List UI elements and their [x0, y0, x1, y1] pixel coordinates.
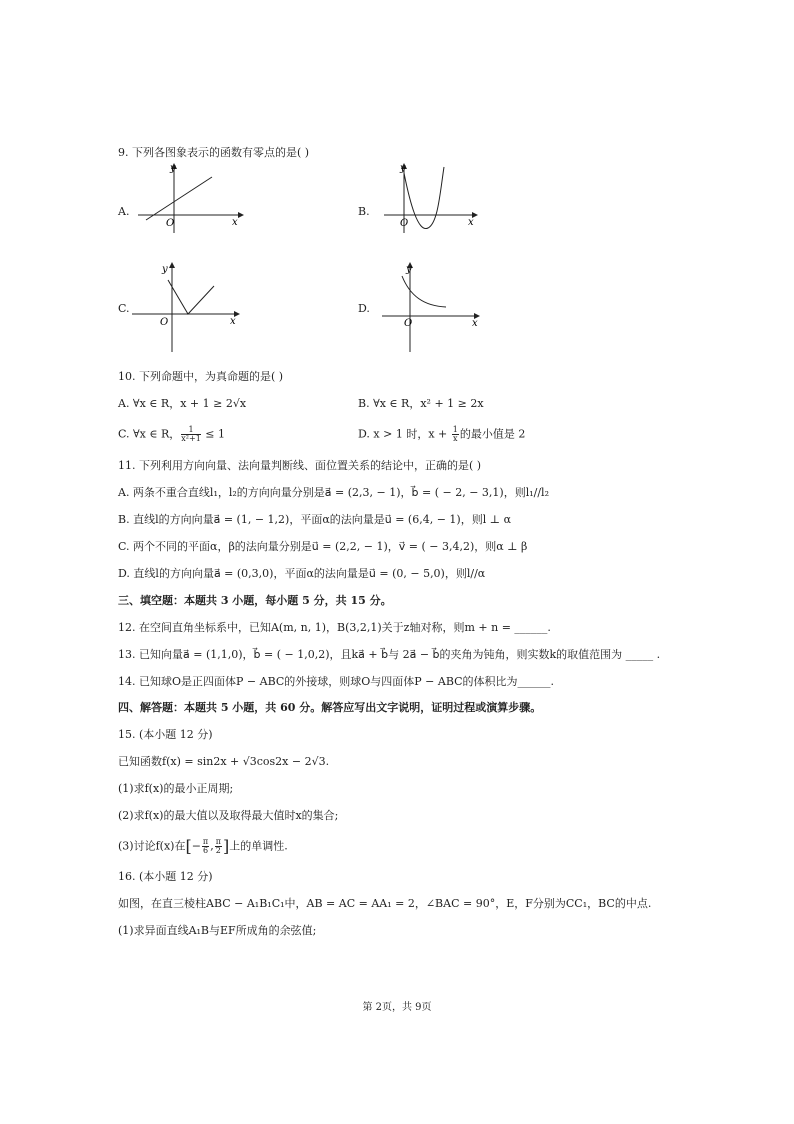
q14: 14. 已知球O是正四面体P − ABC的外接球，则球O与四面体P − ABC的体积比为______.	[118, 675, 555, 688]
q15-part-3: (3)讨论f(x)在[− $\frac{\pi}{6}$ , $\frac{\pi}{2}$ ]上的单调性.	[118, 836, 288, 856]
q9-option-c-label: C.	[118, 302, 130, 315]
q10-option-d	[358, 426, 525, 443]
q9-option-d-label: D.	[358, 302, 370, 315]
q9-stem: 9. 下列各图象表示的函数有零点的是( )	[118, 146, 310, 159]
q9-a-y-label: y	[170, 163, 176, 174]
q9-graph-d	[380, 262, 485, 354]
q9-b-y-label: y	[400, 163, 406, 174]
q9-a-x-label: x	[232, 217, 238, 228]
q9-graph-b	[380, 163, 480, 235]
q11-stem: 11. 下列利用方向向量、法向量判断线、面位置关系的结论中，正确的是( )	[118, 459, 482, 472]
q11-option-b: B. 直线l的方向向量a⃗ = (1, − 1,2)，平面α的法向量是u⃗ = (6,4, − 1)，则l ⊥ α	[118, 513, 512, 526]
q10-stem: 10. 下列命题中，为真命题的是( )	[118, 370, 284, 383]
q10-option-a: A. ∀x ∈ R，x + 1 ≥ 2√x	[118, 397, 247, 410]
q9-graph-c	[130, 262, 245, 354]
q11-option-d: D. 直线l的方向向量a⃗ = (0,3,0)，平面α的法向量是u⃗ = (0, − 5,0)，则l//α	[118, 567, 486, 580]
q9-d-y-label: y	[406, 264, 412, 275]
q9-option-b-label: B.	[358, 205, 370, 218]
section-3-heading: 三、填空题：本题共 3 小题，每小题 5 分，共 15 分。	[118, 594, 392, 607]
q9-d-origin-label: O	[404, 318, 413, 329]
q9-c-y-label: y	[162, 264, 168, 275]
q16-part-1: (1)求异面直线A₁B与EF所成角的余弦值;	[118, 924, 317, 937]
q10-d-suffix: 的最小值是 2	[459, 427, 526, 441]
q10-d-fraction: $\frac{1}{x}$	[452, 425, 458, 443]
q9-b-x-label: x	[468, 217, 474, 228]
q10-c-suffix: ≤ 1	[201, 427, 226, 441]
q10-c-fraction: $\frac{1}{\text{x²+1}}$	[181, 425, 201, 443]
page-footer: 第 2页，共 9页	[362, 1002, 432, 1013]
section-4-heading: 四、解答题：本题共 5 小题，共 60 分。解答应写出文字说明，证明过程或演算步骤。	[118, 701, 542, 714]
q15-part-1: (1)求f(x)的最小正周期;	[118, 782, 234, 795]
q15-given: 已知函数f(x) = sin2x + √3cos2x − 2√3.	[118, 755, 330, 768]
q10-d-prefix: D. x > 1 时，x +	[358, 427, 451, 441]
q15-part-2: (2)求f(x)的最大值以及取得最大值时x的集合;	[118, 809, 339, 822]
q9-graph-a	[130, 163, 245, 235]
q9-c-x-label: x	[230, 316, 236, 327]
q9-d-x-label: x	[472, 318, 478, 329]
q9-a-origin-label: O	[166, 218, 175, 229]
q16-given: 如图，在直三棱柱ABC − A₁B₁C₁中，AB = AC = AA₁ = 2，∠BAC = 90°，E，F分别为CC₁，BC的中点.	[118, 897, 652, 910]
q11-option-c: C. 两个不同的平面α，β的法向量分别是u⃗ = (2,2, − 1)，v⃗ = ( − 3,4,2)，则α ⊥ β	[118, 540, 528, 553]
q13: 13. 已知向量a⃗ = (1,1,0)，b⃗ = ( − 1,0,2)，且ka⃗ + b⃗与 2a⃗ − b⃗的夹角为钝角，则实数k的取值范围为 _____ .	[118, 648, 661, 661]
q10-c-prefix: C. ∀x ∈ R，	[118, 427, 181, 441]
q10-option-c	[118, 426, 225, 443]
q15-title: 15. (本小题 12 分)	[118, 728, 213, 741]
q9-option-a-label: A.	[118, 205, 130, 218]
q9-b-origin-label: O	[400, 218, 409, 229]
q12: 12. 在空间直角坐标系中，已知A(m, n, 1)，B(3,2,1)关于z轴对称，则m + n = ______.	[118, 621, 551, 634]
q10-option-b: B. ∀x ∈ R，x² + 1 ≥ 2x	[358, 397, 484, 410]
q9-c-origin-label: O	[160, 317, 169, 328]
q16-title: 16. (本小题 12 分)	[118, 870, 213, 883]
q11-option-a: A. 两条不重合直线l₁，l₂的方向向量分别是a⃗ = (2,3, − 1)，b⃗ = ( − 2, − 3,1)，则l₁//l₂	[118, 486, 549, 499]
